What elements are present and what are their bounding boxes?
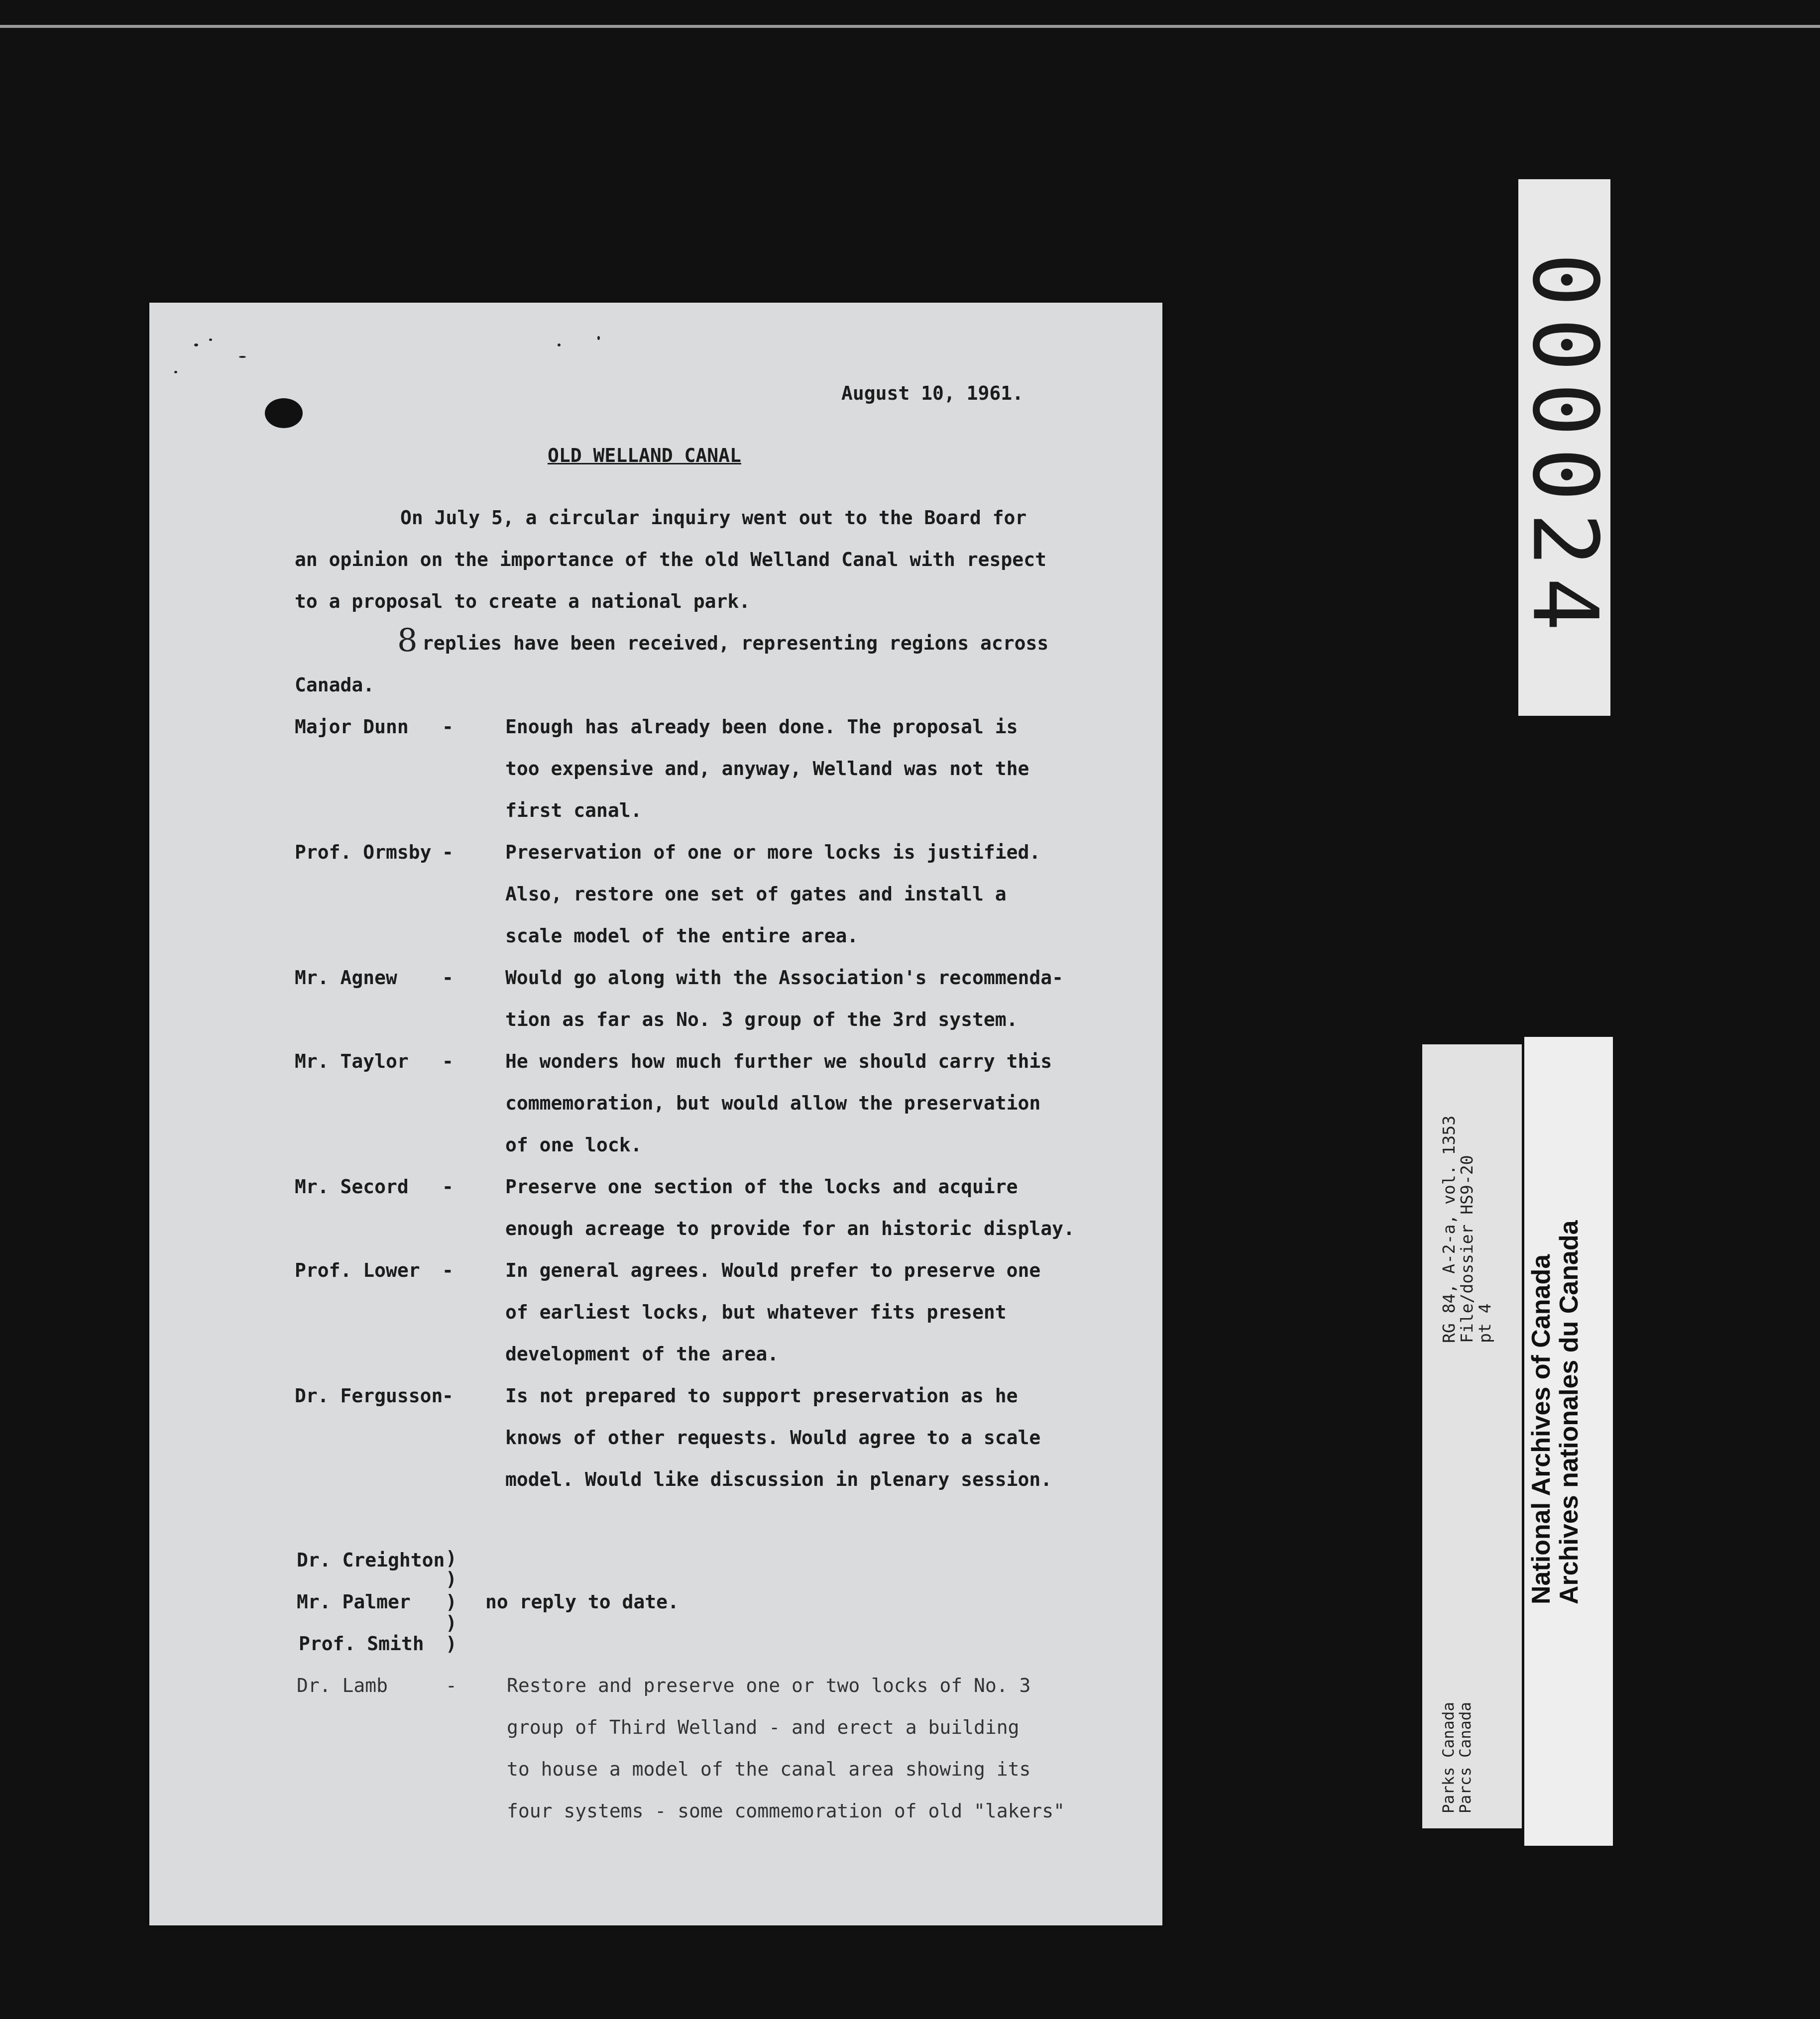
bracket-mark: ) bbox=[446, 1633, 457, 1655]
board-member-name: Mr. Agnew bbox=[295, 967, 397, 989]
no-reply-name: Prof. Smith bbox=[299, 1633, 424, 1655]
paper-speck bbox=[558, 343, 561, 346]
parks-canada-line: Parks Canada bbox=[1440, 1702, 1458, 1813]
frame-number-strip bbox=[1512, 179, 1616, 716]
no-reply-name: Mr. Palmer bbox=[297, 1591, 411, 1613]
institution-label-strip bbox=[1524, 1037, 1613, 1846]
reference-label-strip bbox=[1422, 1044, 1522, 1828]
entry-text-line: Restore and preserve one or two locks of No. 3 bbox=[507, 1675, 1031, 1696]
entry-text-line: knows of other requests. Would agree to a scale bbox=[505, 1427, 1041, 1449]
institution-name: Archives nationales du Canada bbox=[1555, 1220, 1584, 1604]
intro-line: to a proposal to create a national park. bbox=[295, 590, 751, 612]
board-member-name: Mr. Taylor bbox=[295, 1050, 409, 1072]
document-date: August 10, 1961. bbox=[841, 382, 1024, 404]
bracket-mark: ) bbox=[446, 1612, 457, 1634]
entry-text-line: development of the area. bbox=[505, 1343, 779, 1365]
paper-speck bbox=[194, 343, 198, 346]
entry-dash: - bbox=[446, 1675, 457, 1696]
paper-speck bbox=[597, 336, 600, 340]
entry-text-line: four systems - some commemoration of old "lakers" bbox=[507, 1800, 1065, 1822]
board-member-name: Mr. Secord bbox=[295, 1176, 409, 1198]
top-border-line bbox=[0, 25, 1820, 28]
entry-text-line: Would go along with the Association's recommenda- bbox=[505, 967, 1064, 989]
institution-name: National Archives of Canada bbox=[1527, 1254, 1556, 1604]
replies-line: replies have been received, representing regions across bbox=[422, 632, 1049, 654]
entry-text-line: Preservation of one or more locks is justified. bbox=[505, 841, 1041, 863]
parks-canada-line: Parcs Canada bbox=[1457, 1702, 1475, 1813]
punch-hole bbox=[265, 398, 303, 428]
frame-number: 000024 bbox=[1512, 252, 1616, 643]
reference-line: RG 84, A-2-a, vol. 1353 bbox=[1439, 1116, 1459, 1343]
board-member-name: Prof. Ormsby bbox=[295, 841, 432, 863]
reference-line: File/dossier HS9-20 bbox=[1457, 1155, 1477, 1343]
entry-text-line: model. Would like discussion in plenary session. bbox=[505, 1468, 1052, 1490]
entry-dash: - bbox=[442, 967, 454, 989]
entry-dash: - bbox=[442, 1259, 454, 1281]
entry-text-line: group of Third Welland - and erect a building bbox=[507, 1716, 1020, 1738]
entry-text-line: too expensive and, anyway, Welland was not the bbox=[505, 758, 1029, 780]
board-member-name: Dr. Lamb bbox=[297, 1675, 388, 1696]
entry-text-line: tion as far as No. 3 group of the 3rd system. bbox=[505, 1009, 1018, 1030]
board-member-name: Dr. Fergusson bbox=[295, 1385, 443, 1407]
entry-text-line: Preserve one section of the locks and acquire bbox=[505, 1176, 1018, 1198]
document-title: OLD WELLAND CANAL bbox=[548, 445, 741, 466]
bracket-mark: ) bbox=[446, 1547, 457, 1569]
entry-dash: - bbox=[442, 1176, 454, 1198]
entry-text-line: enough acreage to provide for an historic display. bbox=[505, 1218, 1075, 1239]
replies-line: Canada. bbox=[295, 674, 375, 696]
entry-dash: - bbox=[442, 716, 454, 738]
entry-text-line: of one lock. bbox=[505, 1134, 642, 1156]
entry-text-line: In general agrees. Would prefer to preserve one bbox=[505, 1259, 1041, 1281]
board-member-name: Prof. Lower bbox=[295, 1259, 420, 1281]
paper-speck bbox=[209, 338, 212, 341]
entry-text-line: first canal. bbox=[505, 799, 642, 821]
entry-text-line: Enough has already been done. The proposal is bbox=[505, 716, 1018, 738]
reference-line: pt 4 bbox=[1475, 1303, 1494, 1343]
entry-text-line: scale model of the entire area. bbox=[505, 925, 859, 947]
entry-text-line: Also, restore one set of gates and install a bbox=[505, 883, 1007, 905]
entry-text-line: to house a model of the canal area showing its bbox=[507, 1758, 1031, 1780]
entry-dash: - bbox=[442, 841, 454, 863]
bracket-mark: ) bbox=[446, 1591, 457, 1613]
entry-text-line: of earliest locks, but whatever fits present bbox=[505, 1301, 1007, 1323]
entry-text-line: He wonders how much further we should carry this bbox=[505, 1050, 1052, 1072]
intro-line: On July 5, a circular inquiry went out to the Board for bbox=[400, 507, 1027, 529]
no-reply-name: Dr. Creighton bbox=[297, 1549, 445, 1571]
entry-text-line: commemoration, but would allow the preservation bbox=[505, 1092, 1041, 1114]
bracket-mark: ) bbox=[446, 1568, 457, 1590]
entry-dash: - bbox=[442, 1385, 454, 1407]
no-reply-text: no reply to date. bbox=[485, 1591, 679, 1613]
board-member-name: Major Dunn bbox=[295, 716, 409, 738]
entry-text-line: Is not prepared to support preservation as he bbox=[505, 1385, 1018, 1407]
paper-speck bbox=[239, 356, 246, 358]
intro-line: an opinion on the importance of the old Welland Canal with respect bbox=[295, 549, 1046, 570]
paper-speck bbox=[174, 371, 177, 373]
handwritten-count: 8 bbox=[397, 622, 418, 659]
entry-dash: - bbox=[442, 1050, 454, 1072]
